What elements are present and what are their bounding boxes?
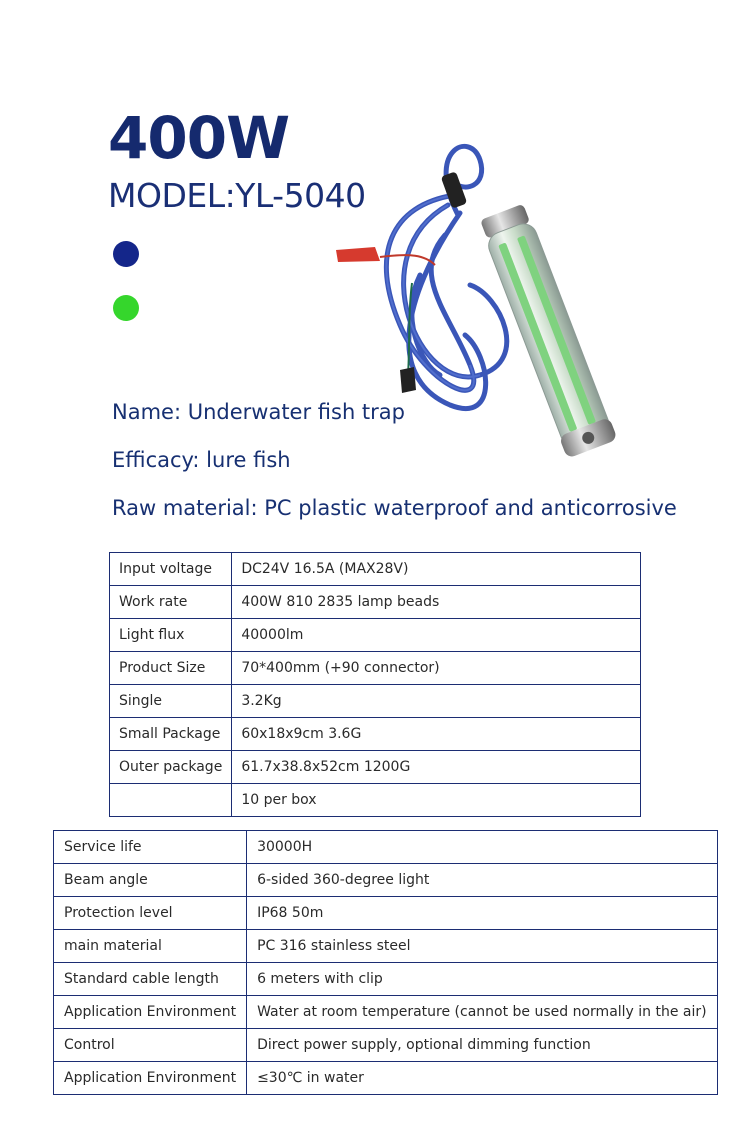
product-material: Raw material: PC plastic waterproof and anticorrosive xyxy=(112,496,677,520)
spec-label: Single xyxy=(110,685,232,718)
spec-row xyxy=(110,553,641,586)
wattage-title: 400W xyxy=(108,104,290,172)
spec-row xyxy=(110,751,641,784)
spec-label: Light flux xyxy=(110,619,232,652)
spec-label: Control xyxy=(54,1029,247,1062)
spec-label: Service life xyxy=(54,831,247,864)
spec-row xyxy=(54,1029,718,1062)
spec-label: Application Environment xyxy=(54,1062,247,1095)
spec-value: 6-sided 360-degree light xyxy=(247,864,718,897)
spec-label: Outer package xyxy=(110,751,232,784)
spec-row xyxy=(54,897,718,930)
product-name: Name: Underwater fish trap xyxy=(112,400,405,424)
spec-value: 40000lm xyxy=(232,619,641,652)
spec-label: Beam angle xyxy=(54,864,247,897)
spec-label: Application Environment xyxy=(54,996,247,1029)
color-swatch-blue xyxy=(113,241,139,267)
spec-table-2 xyxy=(53,830,718,1095)
spec-value: 3.2Kg xyxy=(232,685,641,718)
spec-value: PC 316 stainless steel xyxy=(247,930,718,963)
product-efficacy: Efficacy: lure fish xyxy=(112,448,291,472)
spec-row xyxy=(110,685,641,718)
spec-row xyxy=(54,1062,718,1095)
spec-value: DC24V 16.5A (MAX28V) xyxy=(232,553,641,586)
spec-row xyxy=(54,930,718,963)
spec-table-1 xyxy=(109,552,641,817)
spec-value: Water at room temperature (cannot be used normally in the air) xyxy=(247,996,718,1029)
spec-value: Direct power supply, optional dimming function xyxy=(247,1029,718,1062)
spec-label: Standard cable length xyxy=(54,963,247,996)
spec-row xyxy=(110,652,641,685)
spec-row xyxy=(54,864,718,897)
spec-label: Product Size xyxy=(110,652,232,685)
spec-value: 6 meters with clip xyxy=(247,963,718,996)
spec-row xyxy=(110,586,641,619)
spec-row xyxy=(110,619,641,652)
spec-row xyxy=(110,784,641,817)
spec-label xyxy=(110,784,232,817)
spec-label: Input voltage xyxy=(110,553,232,586)
spec-value: ≤30℃ in water xyxy=(247,1062,718,1095)
spec-value: 70*400mm (+90 connector) xyxy=(232,652,641,685)
color-swatch-green xyxy=(113,295,139,321)
spec-row xyxy=(110,718,641,751)
spec-value: 60x18x9cm 3.6G xyxy=(232,718,641,751)
spec-row xyxy=(54,996,718,1029)
spec-row xyxy=(54,963,718,996)
spec-value: 10 per box xyxy=(232,784,641,817)
spec-label: Work rate xyxy=(110,586,232,619)
spec-value: 400W 810 2835 lamp beads xyxy=(232,586,641,619)
spec-value: 61.7x38.8x52cm 1200G xyxy=(232,751,641,784)
spec-label: Protection level xyxy=(54,897,247,930)
spec-label: main material xyxy=(54,930,247,963)
spec-value: 30000H xyxy=(247,831,718,864)
spec-value: IP68 50m xyxy=(247,897,718,930)
spec-row xyxy=(54,831,718,864)
model-number: MODEL:YL-5040 xyxy=(108,176,366,215)
spec-label: Small Package xyxy=(110,718,232,751)
